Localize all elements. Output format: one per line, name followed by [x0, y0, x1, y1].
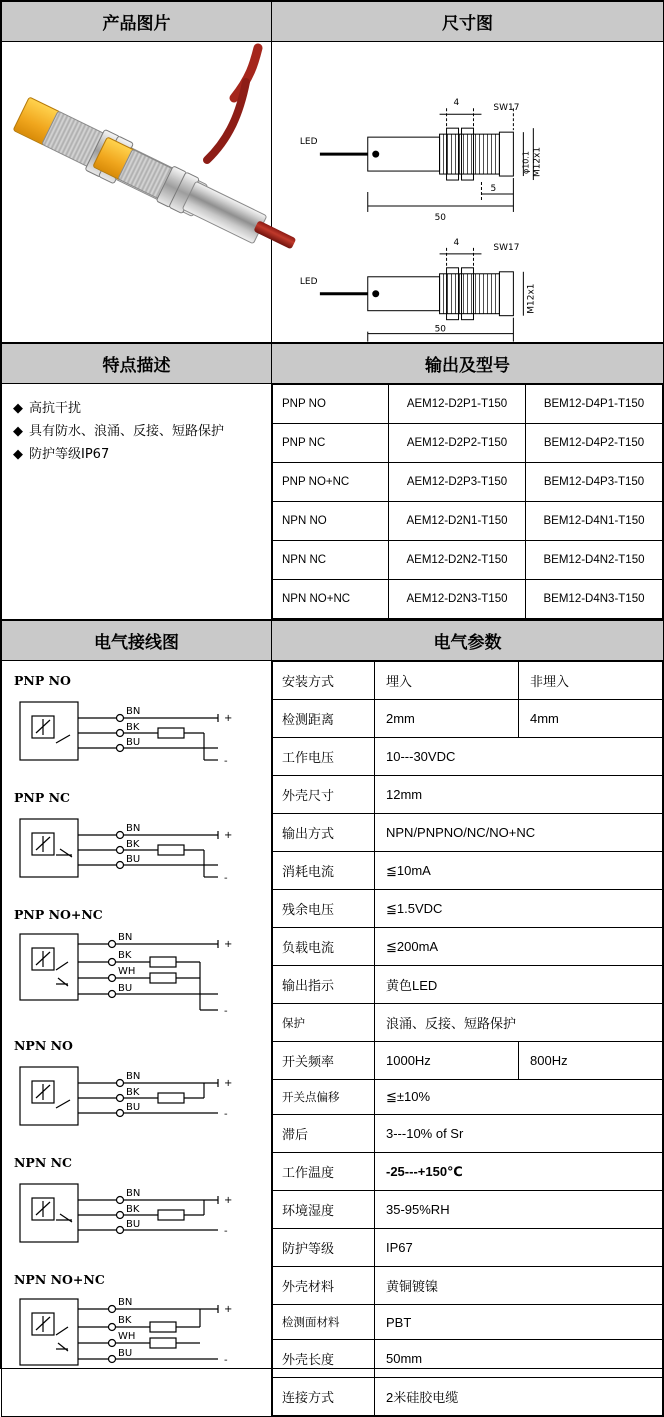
polarity-plus: +	[224, 830, 233, 841]
models-table	[272, 384, 663, 619]
model-type: PNP NO+NC	[273, 463, 389, 502]
param-key: 残余电压	[273, 890, 375, 928]
param-key: 防护等级	[273, 1229, 375, 1267]
wiring-diagram-npn-no	[8, 1053, 270, 1149]
sw17-label-top: SW17	[493, 103, 520, 114]
wire-label: BN	[126, 706, 141, 717]
table-row	[273, 1080, 663, 1115]
list-item	[13, 422, 260, 442]
param-key: 工作温度	[273, 1153, 375, 1191]
wiring-diagram-npn-nc	[8, 1170, 270, 1266]
thread-label-bottom: M12x1	[526, 283, 537, 314]
model-code-a: AEM12-D2N2-T150	[389, 541, 526, 580]
table-row	[273, 541, 663, 580]
param-value-2: 非埋入	[519, 662, 663, 700]
param-value-1: 黄铜镀镍	[375, 1267, 663, 1305]
led-label-bottom: LED	[299, 276, 318, 287]
table-row	[273, 928, 663, 966]
wiring-header: 电气接线图	[2, 621, 272, 661]
wiring-title: PNP NO+NC	[14, 907, 103, 922]
param-value-1: ≦10mA	[375, 852, 663, 890]
polarity-minus: -	[224, 756, 228, 767]
table-row	[273, 1267, 663, 1305]
diamond-icon: ◆	[13, 447, 23, 463]
wiring-diagram-pnp-nc	[8, 805, 270, 901]
table-row	[273, 1115, 663, 1153]
feature-text: 具有防水、浪涌、反接、短路保护	[29, 424, 225, 440]
param-value-1: IP67	[375, 1229, 663, 1267]
param-value-1: 35-95%RH	[375, 1191, 663, 1229]
wiring-title: NPN NO+NC	[14, 1272, 105, 1287]
wire-label: BU	[126, 1219, 141, 1230]
wire-label: BU	[118, 983, 133, 994]
param-key: 输出指示	[273, 966, 375, 1004]
param-value-1: 2mm	[375, 700, 519, 738]
param-key: 开关点偏移	[273, 1080, 375, 1115]
fifty-label-bottom: 50	[434, 324, 447, 335]
param-value-2: 4mm	[519, 700, 663, 738]
table-row	[273, 1229, 663, 1267]
wiring-cell	[2, 661, 272, 1417]
features-header: 特点描述	[2, 344, 272, 384]
param-key: 工作电压	[273, 738, 375, 776]
output-models-header: 输出及型号	[272, 344, 664, 384]
table-row	[273, 1153, 663, 1191]
model-code-a: AEM12-D2N3-T150	[389, 580, 526, 619]
param-value-1: ≦±10%	[375, 1080, 663, 1115]
wiring-diagram-npn-no-nc	[8, 1287, 270, 1395]
wire-label: BU	[126, 854, 141, 865]
diamond-icon: ◆	[13, 401, 23, 416]
feature-text: 防护等级IP67	[29, 447, 110, 463]
table-row	[273, 814, 663, 852]
five-label: 5	[490, 184, 497, 195]
polarity-plus: +	[224, 1304, 233, 1315]
table-row	[273, 700, 663, 738]
param-value-1: ≦1.5VDC	[375, 890, 663, 928]
wiring-diagram-pnp-no-nc	[8, 922, 270, 1032]
list-item	[13, 445, 260, 465]
table-row	[273, 1378, 663, 1416]
param-key: 开关频率	[273, 1042, 375, 1080]
param-value-1: 10---30VDC	[375, 738, 663, 776]
param-key: 检测距离	[273, 700, 375, 738]
params-header: 电气参数	[272, 621, 664, 661]
wiring-diagram-pnp-no	[8, 688, 270, 784]
table-row	[273, 502, 663, 541]
list-item	[13, 399, 260, 419]
wire-label: BN	[126, 1071, 141, 1082]
model-type: NPN NO	[273, 502, 389, 541]
param-key: 安装方式	[273, 662, 375, 700]
phi-label-top: φ10.1	[521, 151, 531, 175]
table-row	[273, 776, 663, 814]
wire-label: BK	[118, 1315, 132, 1326]
wire-label: BU	[118, 1348, 133, 1359]
model-code-a: AEM12-D2P1-T150	[389, 385, 526, 424]
param-key: 保护	[273, 1004, 375, 1042]
param-key: 环境湿度	[273, 1191, 375, 1229]
wire-label: BN	[126, 823, 141, 834]
table-row	[273, 1305, 663, 1340]
table-row	[273, 1004, 663, 1042]
four-label-bottom: 4	[453, 237, 460, 248]
table-row	[273, 890, 663, 928]
led-label-top: LED	[299, 137, 318, 148]
product-image-header: 产品图片	[2, 2, 272, 42]
model-type: PNP NO	[273, 385, 389, 424]
model-code-b: BEM12-D4P3-T150	[526, 463, 663, 502]
fifty-label-top: 50	[434, 212, 447, 223]
wire-label: BK	[126, 839, 140, 850]
model-code-b: BEM12-D4P1-T150	[526, 385, 663, 424]
param-key: 负载电流	[273, 928, 375, 966]
table-row	[273, 966, 663, 1004]
param-value-1: 埋入	[375, 662, 519, 700]
polarity-minus: -	[224, 873, 228, 884]
param-value-1: 2米硅胶电缆	[375, 1378, 663, 1416]
wire-label: BN	[118, 1297, 133, 1308]
wiring-title: PNP NO	[14, 673, 71, 688]
param-key: 连接方式	[273, 1378, 375, 1416]
wire-label: BN	[118, 932, 133, 943]
wiring-params-row	[1, 620, 664, 1417]
param-value-1: ≦200mA	[375, 928, 663, 966]
thread-label-top: M12x1	[532, 146, 543, 178]
top-header-row	[1, 1, 664, 343]
wire-label: BU	[126, 737, 141, 748]
model-code-a: AEM12-D2N1-T150	[389, 502, 526, 541]
feature-text: 高抗干扰	[29, 401, 82, 416]
four-label-top: 4	[453, 98, 460, 109]
wiring-diagrams	[2, 661, 271, 1399]
table-row	[273, 662, 663, 700]
polarity-plus: +	[224, 1195, 233, 1206]
features-cell	[2, 384, 272, 620]
wire-label: WH	[118, 966, 136, 977]
table-row	[273, 1042, 663, 1080]
wiring-title: NPN NO	[14, 1038, 73, 1053]
model-code-a: AEM12-D2P2-T150	[389, 424, 526, 463]
wire-label: BU	[126, 1102, 141, 1113]
product-photo	[2, 42, 271, 342]
table-row	[273, 463, 663, 502]
polarity-minus: -	[224, 1006, 228, 1017]
param-key: 输出方式	[273, 814, 375, 852]
wire-label: BN	[126, 1188, 141, 1199]
wire-label: BK	[118, 950, 132, 961]
model-code-b: BEM12-D4N2-T150	[526, 541, 663, 580]
polarity-minus: -	[224, 1355, 228, 1366]
params-cell	[272, 661, 664, 1417]
model-code-b: BEM12-D4N1-T150	[526, 502, 663, 541]
dimension-drawing	[272, 42, 663, 342]
wiring-title: NPN NC	[14, 1155, 72, 1170]
param-value-2: 800Hz	[519, 1042, 663, 1080]
wire-label: BK	[126, 722, 140, 733]
param-value-1: 浪涌、反接、短路保护	[375, 1004, 663, 1042]
product-photo-cell	[2, 42, 272, 343]
polarity-plus: +	[224, 713, 233, 724]
table-row	[273, 424, 663, 463]
dimension-header: 尺寸图	[272, 2, 664, 42]
param-key: 外壳材料	[273, 1267, 375, 1305]
param-value-1: PBT	[375, 1305, 663, 1340]
param-value-1: 1000Hz	[375, 1042, 519, 1080]
table-row	[273, 580, 663, 619]
param-value-1: 3---10% of Sr	[375, 1115, 663, 1153]
table-row	[273, 1191, 663, 1229]
param-key: 外壳长度	[273, 1340, 375, 1378]
param-key: 滞后	[273, 1115, 375, 1153]
cable-curves	[2, 42, 272, 342]
diamond-icon: ◆	[13, 424, 23, 440]
model-code-b: BEM12-D4P2-T150	[526, 424, 663, 463]
polarity-minus: -	[224, 1109, 228, 1120]
table-row	[273, 1340, 663, 1378]
param-key: 检测面材料	[273, 1305, 375, 1340]
param-value-1: 12mm	[375, 776, 663, 814]
table-row	[273, 738, 663, 776]
param-key: 消耗电流	[273, 852, 375, 890]
feature-list	[3, 385, 270, 478]
wire-label: BK	[126, 1087, 140, 1098]
polarity-plus: +	[224, 939, 233, 950]
model-type: NPN NO+NC	[273, 580, 389, 619]
table-row	[273, 852, 663, 890]
table-row	[273, 385, 663, 424]
models-cell	[272, 384, 664, 620]
wire-label: WH	[118, 1331, 136, 1342]
sw17-label-bottom: SW17	[493, 242, 520, 253]
model-type: PNP NC	[273, 424, 389, 463]
param-value-1: -25---+150℃	[375, 1153, 663, 1191]
wire-label: BK	[126, 1204, 140, 1215]
params-table	[272, 661, 663, 1416]
model-code-a: AEM12-D2P3-T150	[389, 463, 526, 502]
param-key: 外壳尺寸	[273, 776, 375, 814]
features-models-row	[1, 343, 664, 620]
param-value-1: 黄色LED	[375, 966, 663, 1004]
param-value-1: NPN/PNPNO/NC/NO+NC	[375, 814, 663, 852]
model-code-b: BEM12-D4N3-T150	[526, 580, 663, 619]
param-value-1: 50mm	[375, 1340, 663, 1378]
dimension-drawing-cell	[272, 42, 664, 343]
wiring-title: PNP NC	[14, 790, 70, 805]
polarity-minus: -	[224, 1226, 228, 1237]
model-type: NPN NC	[273, 541, 389, 580]
polarity-plus: +	[224, 1078, 233, 1089]
